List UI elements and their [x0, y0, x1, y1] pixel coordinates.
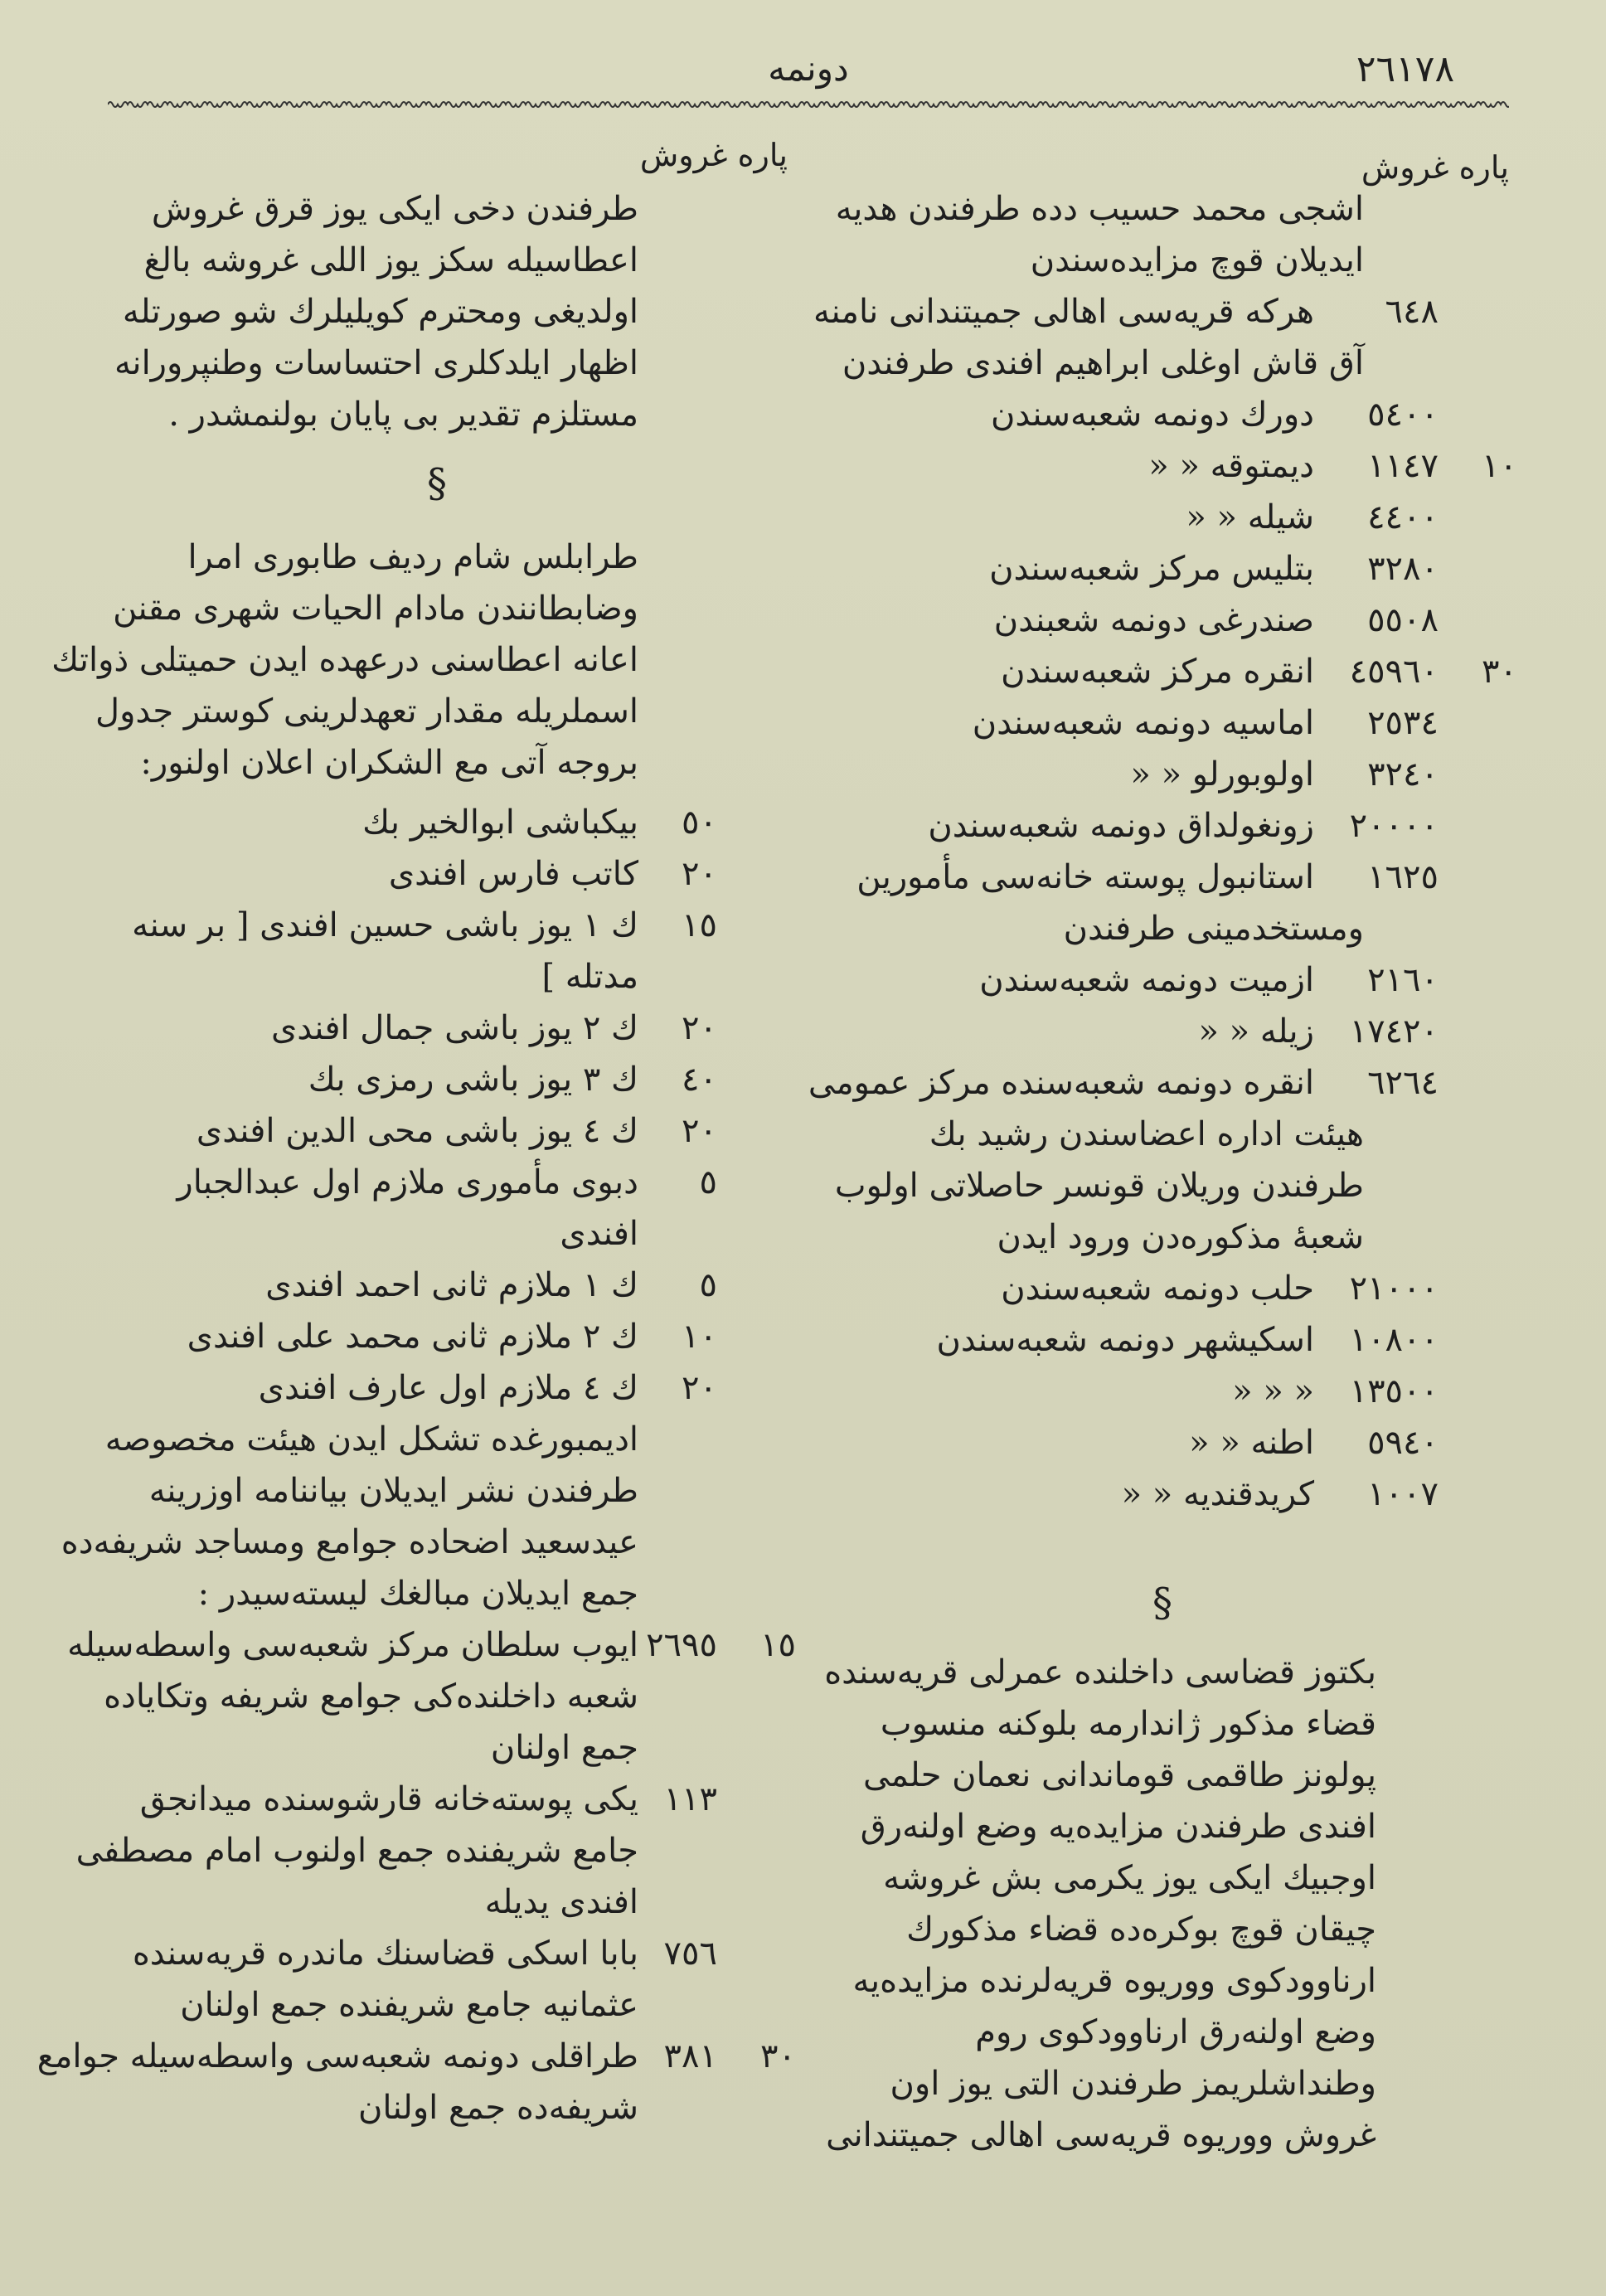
- left-item-line: [108, 1156, 796, 1209]
- right-paragraph-line: افندی طرفندن مزایده‌یه وضع اولنه‌رق: [860, 1808, 1376, 1846]
- left-item-text: شعبه داخلنده‌کی جوامع شریفه وتکایاده: [104, 1677, 638, 1716]
- left-item-text: عیدسعید اضحاده جوامع ومساجد شریفه‌ده: [61, 1523, 638, 1561]
- left-item-text: شریفه‌ده جمع اولنان: [358, 2089, 638, 2127]
- right-line-amount: ٥٥٠٨: [1367, 601, 1439, 639]
- left-item-line: [104, 1413, 796, 1466]
- left-intro-line: طرفندن دخی ایکی یوز قرق غروش: [151, 190, 638, 228]
- right-paragraph-line: وضع اولنه‌رق ارناوودکوی روم: [975, 2013, 1376, 2051]
- left-item-text: مدتله ]: [541, 958, 638, 996]
- left-intro-line: اظهار ایلدکلری احتساسات وطنپرورانه: [114, 344, 638, 382]
- right-line-amount: ٦٤٨: [1385, 293, 1439, 331]
- left-item-amount: ٢٠: [682, 1112, 717, 1150]
- left-item-text: عثمانیه جامع شریفنده جمع اولنان: [180, 1986, 638, 2024]
- right-column-unit-header: پاره غروش: [1361, 149, 1509, 186]
- right-paragraph-line: بکتوز قضاسی داخلنده عمرلی قریه‌سنده: [824, 1653, 1376, 1692]
- right-line: [829, 491, 1517, 544]
- right-line: [829, 645, 1517, 698]
- right-line-amount: ٢٥٣٤: [1367, 704, 1439, 742]
- left-item-amount: ٢٠: [682, 855, 717, 893]
- right-line-text: ومستخدمینی طرفندن: [1063, 910, 1364, 948]
- right-line-text: اولوبورلو « «: [1130, 755, 1314, 794]
- right-line: [829, 1416, 1517, 1469]
- left-item-amount: ١٠: [682, 1318, 717, 1356]
- left-item-text: ایوب سلطان مرکز شعبه‌سی واسطه‌سیله: [67, 1626, 638, 1664]
- right-line-amount: ٦٢٦٤: [1367, 1064, 1439, 1102]
- left-item-text: افندی: [560, 1215, 638, 1253]
- right-line: [829, 851, 1517, 904]
- left-item-line: [108, 1310, 796, 1363]
- right-line-text: اماسیه دونمه شعبه‌سندن: [972, 704, 1314, 742]
- header-wavy-rule: [108, 98, 1509, 111]
- left-item-line: [61, 1516, 796, 1569]
- left-item-line: [108, 950, 796, 1003]
- right-line-amount: ١٠٨٠٠: [1349, 1321, 1439, 1359]
- left-item-text: طرفندن نشر ایدیلان بیاننامه اوزرینه: [148, 1472, 638, 1510]
- right-line: [829, 542, 1517, 595]
- left-item-text: ك ٢ ملازم ثانی محمد علی افندی: [187, 1318, 638, 1356]
- right-line: [813, 285, 1517, 338]
- right-line-text: دورك دونمه شعبه‌سندن: [991, 396, 1314, 434]
- right-line-text: انقره دونمه شعبه‌سنده مرکز عمومی: [808, 1064, 1314, 1102]
- right-line-text: استانبول پوسته خانه‌سی مأمورین: [856, 858, 1314, 896]
- right-paragraph-line: قضاء مذکور ژاندارمه بلوکنه منسوب: [880, 1705, 1376, 1743]
- left-item-amount: ١٥: [682, 906, 717, 944]
- right-paragraph-line: اوجبیك ایکی یوز یکرمی بش غروشه: [883, 1859, 1376, 1897]
- right-line-text: ازمیت دونمه شعبه‌سندن: [979, 961, 1314, 999]
- left-item-line: [108, 1464, 796, 1517]
- left-item-line: [108, 1053, 796, 1106]
- right-line-text: ایدیلان قوچ مزایده‌سندن: [1030, 241, 1364, 279]
- right-line-text: زیله « «: [1198, 1012, 1314, 1051]
- left-item-amount: ٥: [699, 1266, 717, 1304]
- left-item-line: [108, 1362, 796, 1415]
- right-line-text: هرکه قریه‌سی اهالی جمیتندانی نامنه: [813, 293, 1314, 331]
- section-mark-right: §: [1152, 1580, 1172, 1626]
- right-line: [829, 234, 1517, 287]
- left-item-line: [108, 1927, 796, 1980]
- left-item-line: [108, 1207, 796, 1260]
- right-line-text: اسکیشهر دونمه شعبه‌سندن: [936, 1321, 1314, 1359]
- right-line-text: هیئت اداره اعضاسندن رشید بك: [929, 1115, 1364, 1153]
- right-line-amount: ٤٥٩٦٠: [1349, 653, 1439, 691]
- left-intro-line: اولدیغی ومحترم کویلیلرك شو صورتله: [122, 293, 638, 331]
- left-item-text: ك ١ ملازم ثانی احمد افندی: [265, 1266, 638, 1304]
- right-line: [829, 954, 1517, 1007]
- left-item-line: [108, 1002, 796, 1055]
- right-line-amount: ٢١٠٠٠: [1349, 1269, 1439, 1308]
- right-line-text: بتلیس مرکز شعبه‌سندن: [989, 550, 1314, 588]
- right-line-amount: ١٧٤٢٠: [1349, 1012, 1439, 1051]
- left-item-line: [36, 2030, 796, 2083]
- left-item-line: [108, 2081, 796, 2134]
- right-line: [829, 337, 1517, 390]
- left-paragraph-line: بروجه آتی مع الشکران اعلان اولنور:: [140, 744, 638, 782]
- left-item-para: ٣٠: [760, 2037, 796, 2075]
- right-line: [829, 902, 1517, 955]
- right-line-amount: ٣٢٨٠: [1367, 550, 1439, 588]
- right-line-text: صندرغی دونمه شعبندن: [993, 601, 1314, 639]
- left-item-text: ك ١ یوز باشی حسین افندی [ بر سنه: [132, 906, 638, 944]
- left-item-line: [108, 899, 796, 952]
- right-line-text: شعبهٔ مذکوره‌دن ورود ایدن: [997, 1218, 1364, 1256]
- right-line-para: ١٠: [1482, 447, 1517, 485]
- left-item-line: [67, 1619, 796, 1672]
- right-line: [829, 594, 1517, 647]
- left-item-line: [108, 847, 796, 900]
- left-item-text: ك ٤ ملازم اول عارف افندی: [258, 1369, 638, 1407]
- right-line-text: کریدقندیه « «: [1121, 1475, 1314, 1513]
- left-item-text: یکی پوسته‌خانه قارشوسنده میدانجق: [139, 1780, 638, 1818]
- left-item-para: ١٥: [760, 1626, 796, 1664]
- right-line-text: « « «: [1232, 1372, 1314, 1410]
- right-line-amount: ٥٩٤٠: [1367, 1424, 1439, 1462]
- left-item-line: [108, 1773, 796, 1826]
- left-item-amount: ٥: [699, 1163, 717, 1201]
- right-line-text: انقره مرکز شعبه‌سندن: [1001, 653, 1314, 691]
- left-item-amount: ٢٠: [682, 1369, 717, 1407]
- left-item-line: [108, 1721, 796, 1774]
- left-item-line: [104, 1670, 796, 1723]
- right-line: [829, 1211, 1517, 1264]
- right-line-amount: ١٠٠٧: [1367, 1475, 1439, 1513]
- left-intro-line: اعطاسیله سکز یوز اللی غروشه بالغ: [143, 241, 638, 279]
- right-line: [829, 1005, 1517, 1058]
- left-item-line: [108, 1104, 796, 1158]
- right-line: [829, 1468, 1517, 1521]
- right-line-text: اطنه « «: [1189, 1424, 1314, 1462]
- left-paragraph-line: طرابلس شام ردیف طابوری امرا: [187, 538, 638, 576]
- right-line-text: آق قاش اوغلی ابراهیم افندی طرفندن: [842, 344, 1364, 382]
- right-line: [829, 748, 1517, 801]
- right-line-text: طرفندن وریلان قونسر حاصلاتی اولوب: [834, 1167, 1364, 1205]
- left-item-line: [108, 1876, 796, 1929]
- right-line: [829, 1262, 1517, 1315]
- right-line-text: اشجی محمد حسیب دده طرفندن هدیه: [835, 190, 1364, 228]
- page-number: ٢٦١٧٨: [1356, 48, 1455, 90]
- left-paragraph-line: اسملریله مقدار تعهدلرینی کوستر جدول: [95, 692, 638, 731]
- left-item-amount: ٣٨١: [663, 2037, 717, 2075]
- right-line-para: ٣٠: [1482, 653, 1517, 691]
- right-line: [829, 697, 1517, 750]
- left-item-text: جامع شریفنده جمع اولنوب امام مصطفی: [75, 1832, 638, 1870]
- right-line: [829, 388, 1517, 441]
- right-line: [829, 799, 1517, 852]
- right-line-amount: ١١٤٧: [1367, 447, 1439, 485]
- right-line-amount: ٣٢٤٠: [1367, 755, 1439, 794]
- left-item-text: ك ٣ یوز باشی رمزی بك: [308, 1061, 638, 1099]
- right-line-amount: ٢١٦٠: [1367, 961, 1439, 999]
- right-paragraph-line: وطنداشلریمز طرفندن التی یوز اون: [890, 2065, 1376, 2103]
- left-item-line: [75, 1824, 796, 1877]
- right-line: [829, 439, 1517, 493]
- right-line-text: دیمتوقه « «: [1148, 447, 1314, 485]
- left-item-text: افندی یدیله: [484, 1883, 638, 1921]
- section-mark-left: §: [427, 460, 447, 507]
- left-paragraph-line: اعانه اعطاسنی درعهده ایدن حمیتلی ذواتك: [51, 641, 638, 679]
- right-line-text: زونغولداق دونمه شعبه‌سندن: [928, 807, 1314, 845]
- right-line: [808, 1056, 1517, 1109]
- left-item-amount: ٥٠: [682, 803, 717, 842]
- right-line: [829, 1313, 1517, 1366]
- right-paragraph-line: غروش ووریوه قریه‌سی اهالی جمیتندانی: [826, 2116, 1376, 2154]
- left-item-amount: ٤٠: [682, 1061, 717, 1099]
- left-paragraph-line: وضابطانندن مادام الحیات شهری مقنن: [113, 590, 638, 628]
- left-item-amount: ٢٦٩٥: [646, 1626, 717, 1664]
- right-line: [829, 1365, 1517, 1418]
- left-item-line: [108, 1567, 796, 1620]
- left-item-amount: ٢٠: [682, 1009, 717, 1047]
- left-item-amount: ٧٥٦: [663, 1934, 717, 1973]
- left-item-text: کاتب فارس افندی: [388, 855, 638, 893]
- right-line-amount: ٤٤٠٠: [1367, 498, 1439, 536]
- left-item-text: دبوی مأموری ملازم اول عبدالجبار: [177, 1163, 638, 1201]
- left-item-text: جمع ایدیلان مبالغك لیسته‌سیدر :: [197, 1575, 638, 1613]
- right-line: [829, 182, 1517, 235]
- right-line: [829, 1108, 1517, 1161]
- left-intro-line: مستلزم تقدیر بی پایان بولنمشدر .: [168, 396, 638, 434]
- right-paragraph-line: ارناوودکوی ووریوه قریه‌لرنده مزایده‌یه: [852, 1962, 1376, 2000]
- right-paragraph-line: چیقان قوچ بوکره‌ده قضاء مذکورك: [906, 1910, 1376, 1949]
- left-item-text: ك ٢ یوز باشی جمال افندی: [270, 1009, 638, 1047]
- right-line-text: شیله « «: [1186, 498, 1314, 536]
- left-item-text: ك ٤ یوز باشی محی الدین افندی: [196, 1112, 638, 1150]
- left-item-text: ادیمبورغده تشکل ایدن هیئت مخصوصه: [104, 1420, 638, 1459]
- left-item-text: طراقلی دونمه شعبه‌سی واسطه‌سیله جوامع: [36, 2037, 638, 2075]
- left-item-line: [108, 1259, 796, 1312]
- left-item-line: [108, 1978, 796, 2031]
- right-line-text: حلب دونمه شعبه‌سندن: [1001, 1269, 1314, 1308]
- left-column-unit-header: پاره غروش: [639, 137, 788, 173]
- left-item-text: جمع اولنان: [490, 1729, 638, 1767]
- left-item-text: بابا اسکی قضاسنك ماندره قریه‌سنده: [132, 1934, 638, 1973]
- running-title: دونمه: [768, 48, 849, 89]
- right-line-amount: ١٦٢٥: [1367, 858, 1439, 896]
- right-line-amount: ٢٠٠٠٠: [1349, 807, 1439, 845]
- right-line: [829, 1159, 1517, 1212]
- left-item-line: [108, 796, 796, 849]
- left-item-amount: ١١٣: [663, 1780, 717, 1818]
- right-paragraph-line: پولونز طاقمی قوماندانی نعمان حلمی: [863, 1756, 1376, 1794]
- left-item-text: بیکباشی ابوالخیر بك: [362, 803, 638, 842]
- right-line-amount: ٥٤٠٠: [1367, 396, 1439, 434]
- right-line-amount: ١٣٥٠٠: [1349, 1372, 1439, 1410]
